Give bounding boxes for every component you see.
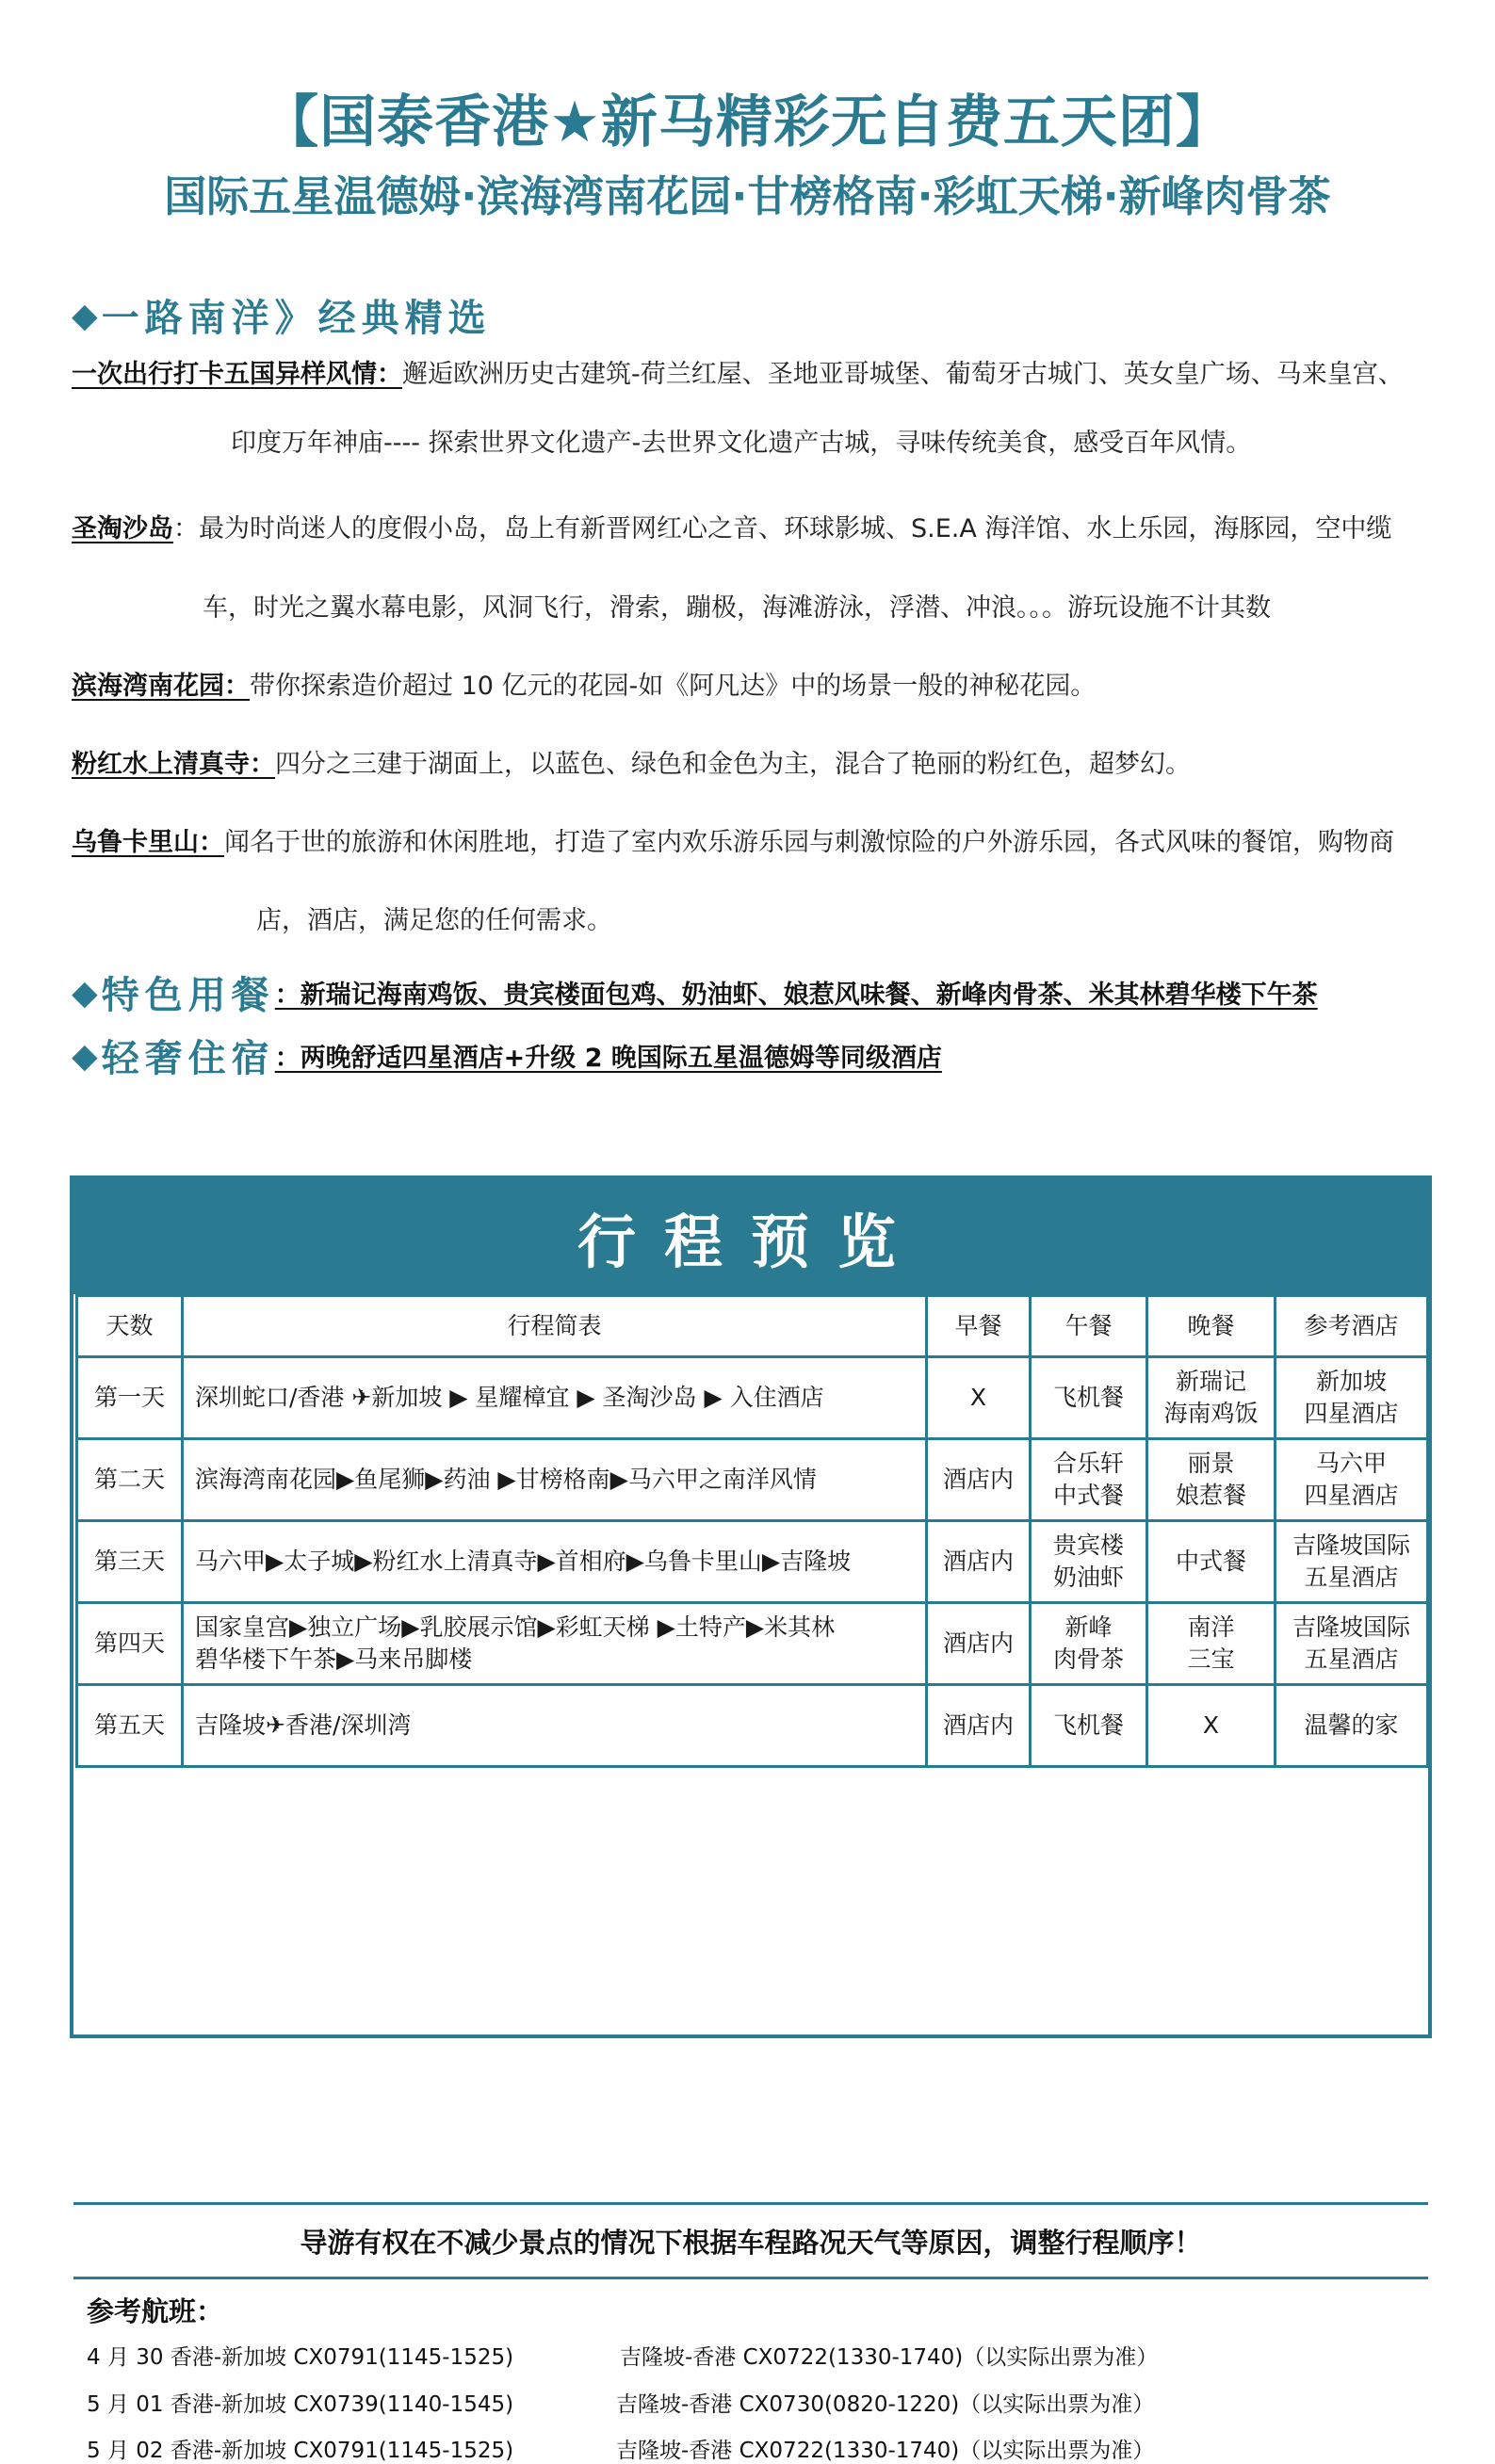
hotel-cell: 吉隆坡国际 五星酒店 bbox=[1276, 1521, 1428, 1603]
flights-title: 参考航班： bbox=[87, 2295, 224, 2327]
table-row bbox=[77, 1357, 1428, 1439]
highlight-item-5: 乌鲁卡里山：闻名于世的旅游和休闲胜地，打造了室内欢乐游乐园与刺激惊险的户外游乐园，各式风味的餐馆，购物商 bbox=[72, 828, 1394, 857]
breakfast-cell: 酒店内 bbox=[927, 1685, 1031, 1767]
day-cell: 第一天 bbox=[77, 1357, 183, 1439]
table-row bbox=[77, 1439, 1428, 1521]
route-cell: 滨海湾南花园▶鱼尾狮▶药油 ▶甘榜格南▶马六甲之南洋风情 bbox=[183, 1439, 927, 1521]
section-heading-classic: ◆ 一路南洋》经典精选 bbox=[72, 295, 492, 340]
dinner-cell: 南洋 三宝 bbox=[1147, 1603, 1276, 1685]
highlight-item-1-cont: 印度万年神庙---- 探索世界文化遗产-去世界文化遗产古城，寻味传统美食，感受百年风情。 bbox=[231, 429, 1252, 458]
itinerary-notice: 导游有权在不减少景点的情况下根据车程路况天气等原因，调整行程顺序！ bbox=[73, 2202, 1428, 2279]
section-heading-meals: ◆ 特色用餐：新瑞记海南鸡饭、贵宾楼面包鸡、奶油虾、娘惹风味餐、新峰肉骨茶、米其林碧华楼下午茶 bbox=[72, 972, 1318, 1017]
dinner-cell: 中式餐 bbox=[1147, 1521, 1276, 1603]
route-cell: 马六甲▶太子城▶粉红水上清真寺▶首相府▶乌鲁卡里山▶吉隆坡 bbox=[183, 1521, 927, 1603]
dinner-cell: 新瑞记 海南鸡饭 bbox=[1147, 1357, 1276, 1439]
lunch-cell: 飞机餐 bbox=[1031, 1357, 1147, 1439]
page-subtitle: 国际五星温德姆·滨海湾南花园·甘榜格南·彩虹天梯·新峰肉骨茶 bbox=[164, 171, 1331, 221]
table-row bbox=[77, 1685, 1428, 1767]
itinerary-panel bbox=[70, 1175, 1432, 2463]
route-cell: 深圳蛇口/香港 ✈新加坡 ▶ 星耀樟宜 ▶ 圣淘沙岛 ▶ 入住酒店 bbox=[183, 1357, 927, 1439]
day-cell: 第四天 bbox=[77, 1603, 183, 1685]
route-cell: 国家皇宫▶独立广场▶乳胶展示馆▶彩虹天梯 ▶土特产▶米其林 碧华楼下午茶▶马来吊脚楼 bbox=[183, 1603, 927, 1685]
lunch-cell: 合乐轩 中式餐 bbox=[1031, 1439, 1147, 1521]
col-header-hotel: 参考酒店 bbox=[1276, 1296, 1428, 1357]
flight-row: 5 月 01 香港-新加坡 CX0739(1140-1545) 吉隆坡-香港 CX0730(0820-1220)（以实际出票为准） bbox=[87, 2392, 1155, 2417]
highlight-item-3: 滨海湾南花园：带你探索造价超过 10 亿元的花园-如《阿凡达》中的场景一般的神秘花园。 bbox=[72, 672, 1097, 701]
lunch-cell: 贵宾楼 奶油虾 bbox=[1031, 1521, 1147, 1603]
diamond-icon: ◆ bbox=[72, 295, 98, 335]
dinner-cell: X bbox=[1147, 1685, 1276, 1767]
highlight-item-4: 粉红水上清真寺：四分之三建于湖面上，以蓝色、绿色和金色为主，混合了艳丽的粉红色，超梦幻。 bbox=[72, 750, 1191, 779]
breakfast-cell: 酒店内 bbox=[927, 1521, 1031, 1603]
dinner-cell: 丽景 娘惹餐 bbox=[1147, 1439, 1276, 1521]
hotel-cell: 马六甲 四星酒店 bbox=[1276, 1439, 1428, 1521]
breakfast-cell: X bbox=[927, 1357, 1031, 1439]
route-cell: 吉隆坡✈香港/深圳湾 bbox=[183, 1685, 927, 1767]
hotel-cell: 吉隆坡国际 五星酒店 bbox=[1276, 1603, 1428, 1685]
col-header-lunch: 午餐 bbox=[1031, 1296, 1147, 1357]
day-cell: 第五天 bbox=[77, 1685, 183, 1767]
breakfast-cell: 酒店内 bbox=[927, 1439, 1031, 1521]
page-title: 【国泰香港★新马精彩无自费五天团】 bbox=[262, 89, 1233, 155]
flight-row: 4 月 30 香港-新加坡 CX0791(1145-1525) 吉隆坡-香港 CX0722(1330-1740)（以实际出票为准） bbox=[87, 2345, 1159, 2370]
table-row bbox=[77, 1521, 1428, 1603]
itinerary-table bbox=[75, 1294, 1429, 1768]
highlight-item-1: 一次出行打卡五国异样风情：邂逅欧洲历史古建筑-荷兰红屋、圣地亚哥城堡、葡萄牙古城门、英女皇广场、马来皇宫、 bbox=[72, 360, 1404, 389]
col-header-day: 天数 bbox=[77, 1296, 183, 1357]
diamond-icon: ◆ bbox=[72, 1035, 98, 1076]
col-header-breakfast: 早餐 bbox=[927, 1296, 1031, 1357]
section-heading-hotel: ◆ 轻奢住宿：两晚舒适四星酒店+升级 2 晚国际五星温德姆等同级酒店 bbox=[72, 1035, 942, 1080]
highlight-item-2-cont: 车，时光之翼水幕电影，风洞飞行，滑索，蹦极，海滩游泳，浮潜、冲浪。。。游玩设施不计其数 bbox=[203, 593, 1271, 623]
lunch-cell: 新峰 肉骨茶 bbox=[1031, 1603, 1147, 1685]
day-cell: 第三天 bbox=[77, 1521, 183, 1603]
lunch-cell: 飞机餐 bbox=[1031, 1685, 1147, 1767]
breakfast-cell: 酒店内 bbox=[927, 1603, 1031, 1685]
table-header-row bbox=[77, 1296, 1428, 1357]
itinerary-banner: 行程预览 bbox=[73, 1179, 1428, 1294]
col-header-dinner: 晚餐 bbox=[1147, 1296, 1276, 1357]
flight-row: 5 月 02 香港-新加坡 CX0791(1145-1525) 吉隆坡-香港 CX0722(1330-1740)（以实际出票为准） bbox=[87, 2439, 1155, 2463]
highlight-item-2: 圣淘沙岛：最为时尚迷人的度假小岛，岛上有新晋网红心之音、环球影城、S.E.A 海洋馆、水上乐园，海豚园，空中缆 bbox=[72, 514, 1392, 543]
diamond-icon: ◆ bbox=[72, 972, 98, 1013]
col-header-route: 行程简表 bbox=[183, 1296, 927, 1357]
day-cell: 第二天 bbox=[77, 1439, 183, 1521]
table-row bbox=[77, 1603, 1428, 1685]
hotel-cell: 温馨的家 bbox=[1276, 1685, 1428, 1767]
highlight-item-5-cont: 店，酒店，满足您的任何需求。 bbox=[256, 906, 612, 935]
hotel-cell: 新加坡 四星酒店 bbox=[1276, 1357, 1428, 1439]
